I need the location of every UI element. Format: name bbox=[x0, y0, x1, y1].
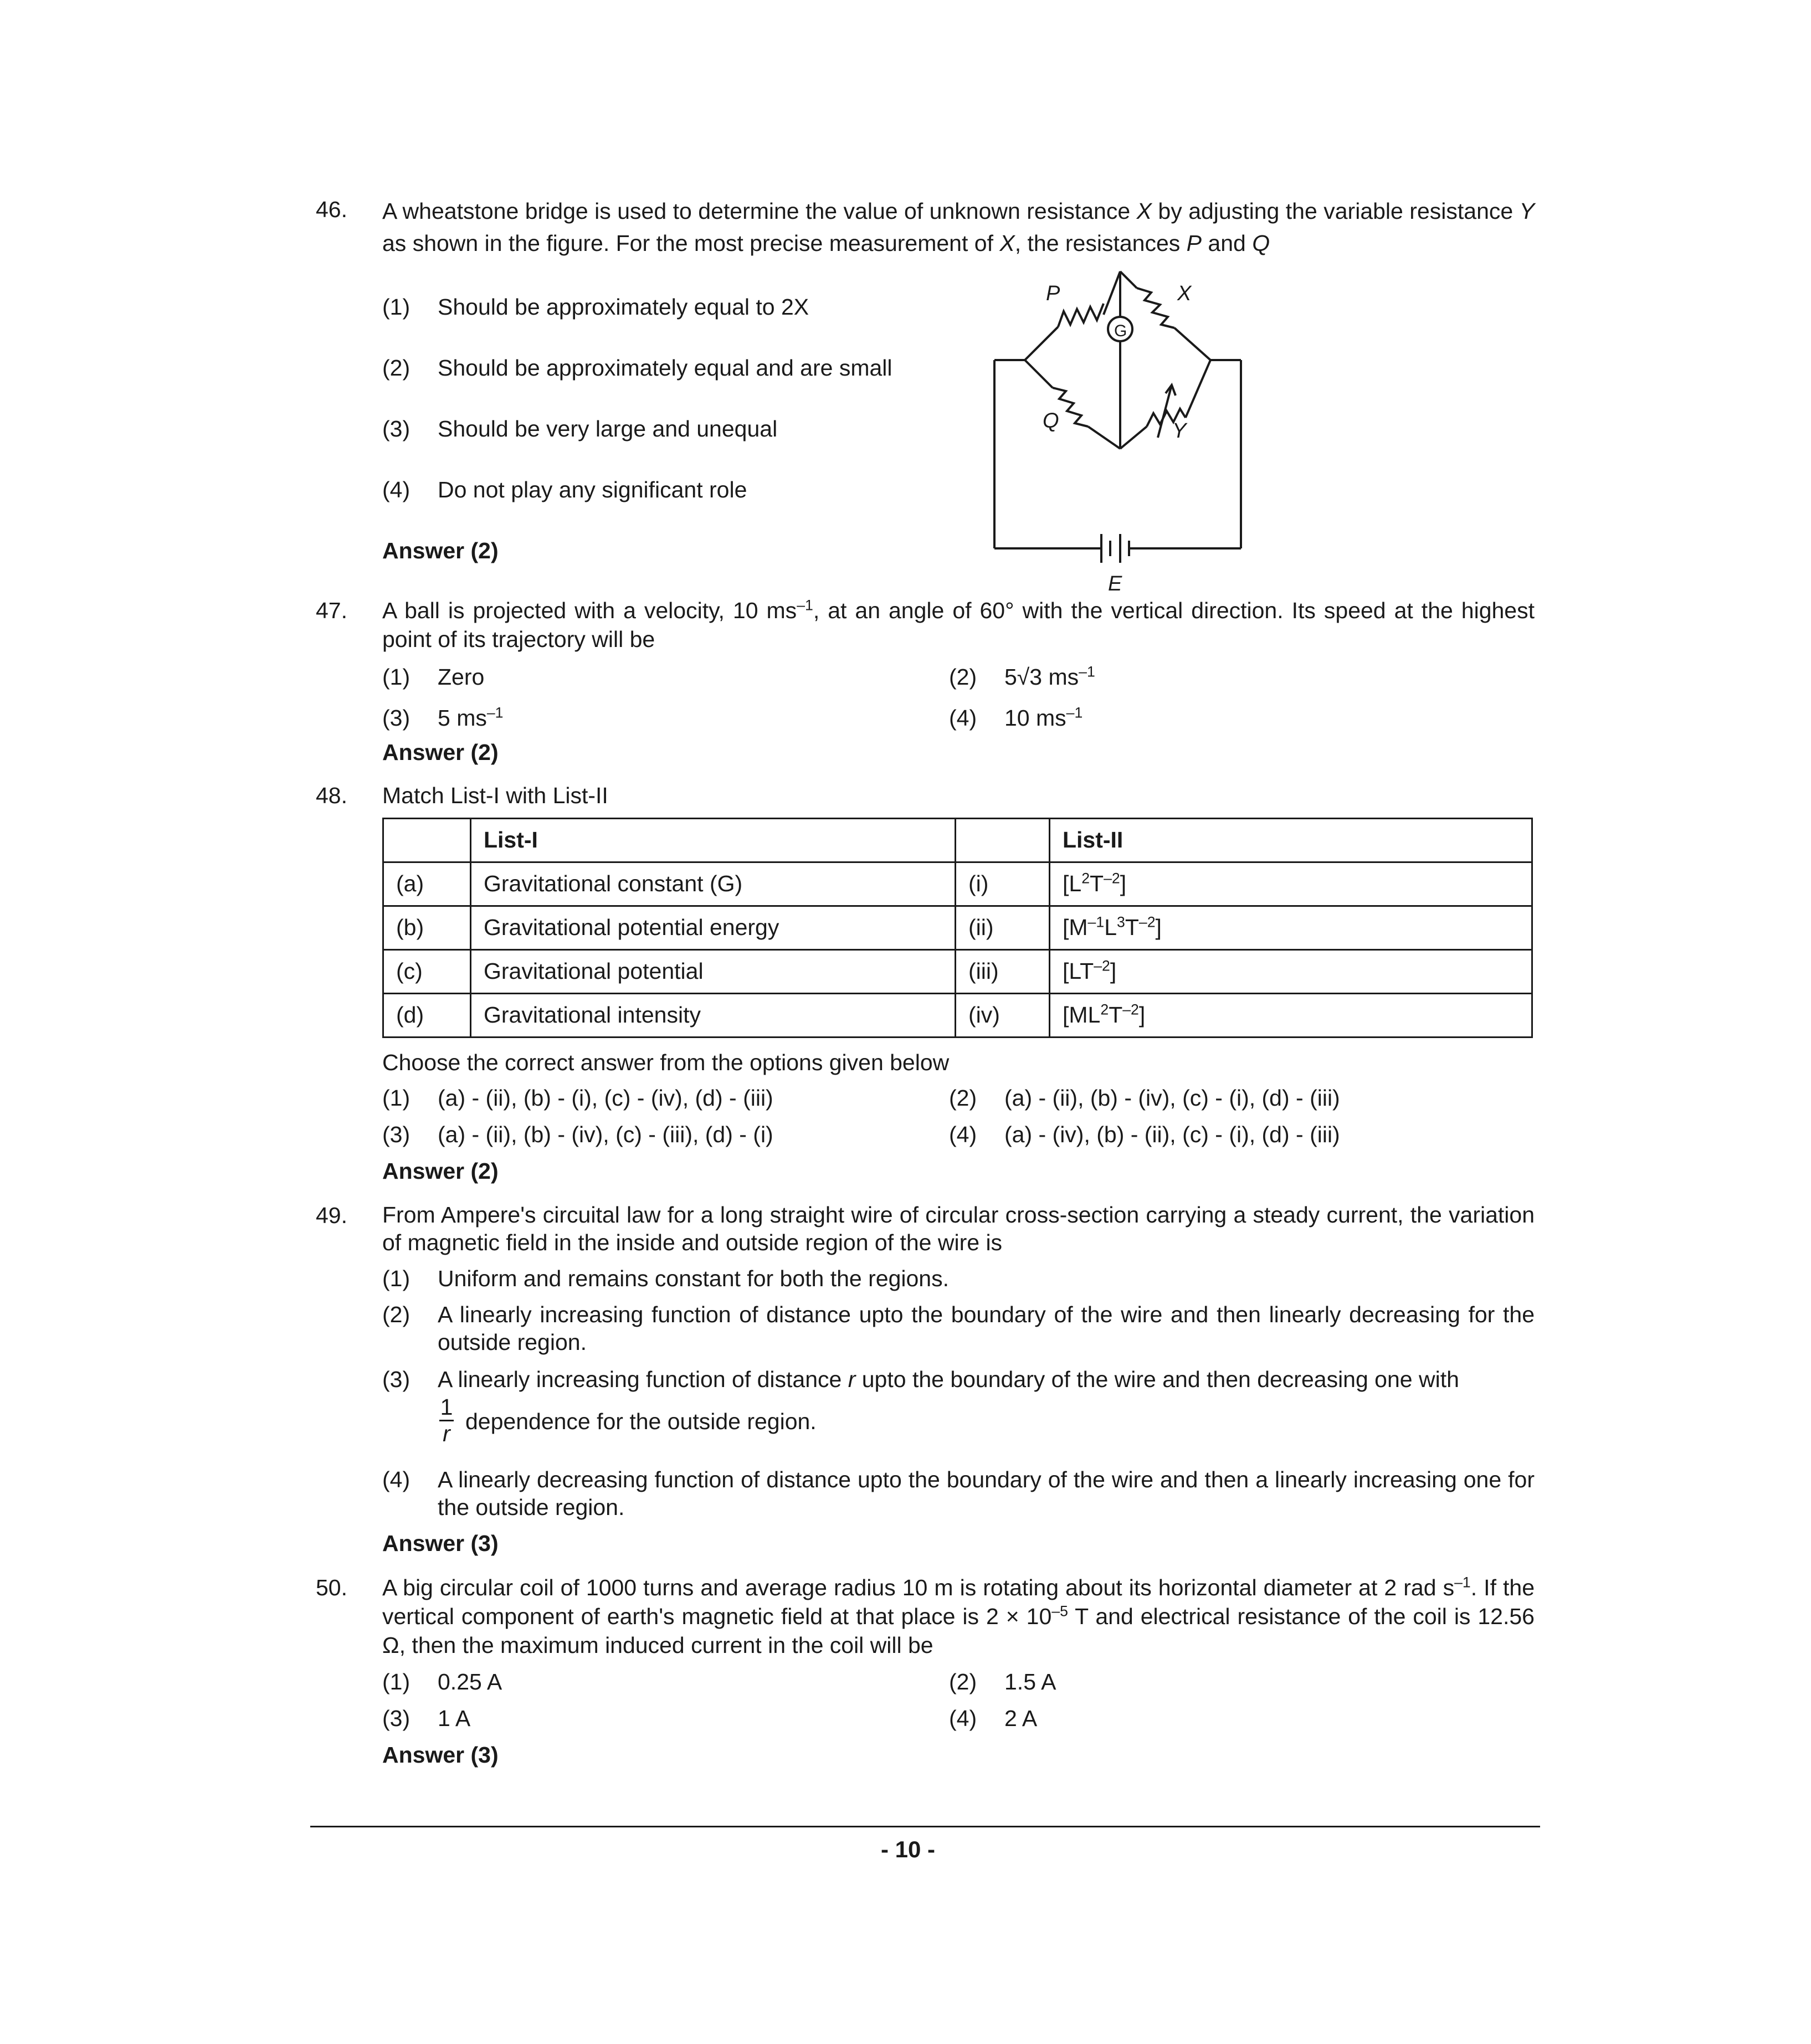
q49-stem: From Ampere's circuital law for a long straight wire of circular cross-section carrying a steady current, the variation of magnetic field in the inside and outside region of the wire is bbox=[382, 1202, 1535, 1255]
q49-fraction-1-over-r: $\frac{1}{r}$ bbox=[440, 1394, 453, 1447]
q48-option-3: (3) (a) - (ii), (b) - (iv), (c) - (iii), (d) - (i) bbox=[382, 1122, 773, 1147]
q47-number: 47. bbox=[316, 598, 347, 623]
table-row: (a) Gravitational constant (G) (i) $[L^2T^{-2}]$ bbox=[383, 862, 1532, 906]
q48-answer: Answer (2) bbox=[382, 1158, 499, 1184]
footer-divider bbox=[310, 1826, 1540, 1827]
q47-stem: A ball is projected with a velocity, 10 $ms^{-1}$, at an angle of 60° with the vertical direction. Its speed at the highest point of its trajectory will be bbox=[382, 597, 1535, 652]
q47-option-3: (3) 5 $ms^{-1}$ bbox=[382, 704, 504, 731]
q46-option-4: (4) Do not play any significant role bbox=[382, 477, 747, 502]
table-row: (b) Gravitational potential energy (ii) $[M^{-1}L^3T^{-2}]$ bbox=[383, 906, 1532, 950]
match-table bbox=[382, 818, 1533, 1038]
q48-number: 48. bbox=[316, 783, 347, 808]
q50-option-2: (2) 1.5 A bbox=[949, 1669, 1056, 1694]
q49-number: 49. bbox=[316, 1203, 347, 1228]
q46-answer: Answer (2) bbox=[382, 538, 499, 563]
q47-option-2: (2) 5√3 $ms^{-1}$ bbox=[949, 663, 1095, 690]
q47-option-4: (4) 10 $ms^{-1}$ bbox=[949, 704, 1083, 731]
wheatstone-bridge-diagram bbox=[992, 260, 1246, 604]
label-e: E bbox=[1108, 572, 1122, 595]
table-row: (c) Gravitational potential (iii) $[LT^{-2}]$ bbox=[383, 950, 1532, 994]
q50-stem: A big circular coil of 1000 turns and average radius 10 m is rotating about its horizontal diameter at 2 rad $s^{-1}$. If the vertical component of earth's magnetic field at that place is $2 \times 10^{-5}$ T and electrical resistance of the coil is 12.56 Ω, then the maximum induced current in the coil will be bbox=[382, 1574, 1535, 1658]
q50-option-4: (4) 2 A bbox=[949, 1706, 1038, 1731]
q50-number: 50. bbox=[316, 1575, 347, 1600]
q50-answer: Answer (3) bbox=[382, 1742, 499, 1768]
q48-stem: Match List-I with List-II bbox=[382, 783, 608, 808]
label-q: Q bbox=[1043, 409, 1059, 433]
q50-option-1: (1) 0.25 A bbox=[382, 1669, 502, 1694]
q48-option-1: (1) (a) - (ii), (b) - (i), (c) - (iv), (d) - (iii) bbox=[382, 1085, 773, 1111]
q48-option-2: (2) (a) - (ii), (b) - (iv), (c) - (i), (d) - (iii) bbox=[949, 1085, 1340, 1111]
q49-option-3-cont: dependence for the outside region. bbox=[465, 1409, 817, 1434]
q49-option-2: (2) A linearly increasing function of distance upto the boundary of the wire and then linearly decreasing for the outside region. bbox=[382, 1302, 1535, 1355]
label-g: G bbox=[1114, 322, 1127, 340]
table-header bbox=[383, 819, 1532, 862]
page-number: - 10 - bbox=[881, 1836, 936, 1862]
q49-option-3: (3) A linearly increasing function of distance r upto the boundary of the wire and then decreasing one with bbox=[382, 1367, 1459, 1392]
q46-option-1: (1) Should be approximately equal to 2X bbox=[382, 294, 809, 320]
q47-answer: Answer (2) bbox=[382, 739, 499, 765]
q49-option-4: (4) A linearly decreasing function of distance upto the boundary of the wire and then a linearly increasing one for the outside region. bbox=[382, 1467, 1535, 1520]
table-row: (d) Gravitational intensity (iv) $[ML^2T^{-2}]$ bbox=[383, 994, 1532, 1038]
q48-option-4: (4) (a) - (iv), (b) - (ii), (c) - (i), (d) - (iii) bbox=[949, 1122, 1340, 1147]
label-y: Y bbox=[1172, 419, 1187, 443]
list2-header: List-II bbox=[1050, 819, 1532, 862]
q46-stem: A wheatstone bridge is used to determine the value of unknown resistance X by adjusting the variable resistance Y as shown in the figure. For the most precise measurement of X, the resistances P and Q bbox=[382, 198, 1535, 256]
q49-answer: Answer (3) bbox=[382, 1531, 499, 1556]
q47-option-1: (1) Zero bbox=[382, 664, 485, 690]
q46-option-3: (3) Should be very large and unequal bbox=[382, 416, 778, 441]
q46-option-2: (2) Should be approximately equal and are small bbox=[382, 355, 892, 381]
q46-number: 46. bbox=[316, 197, 347, 222]
label-x: X bbox=[1177, 282, 1192, 305]
q50-option-3: (3) 1 A bbox=[382, 1706, 471, 1731]
list1-header: List-I bbox=[471, 819, 956, 862]
q48-choose: Choose the correct answer from the options given below bbox=[382, 1050, 950, 1075]
label-p: P bbox=[1046, 282, 1060, 305]
q49-option-1: (1) Uniform and remains constant for both the regions. bbox=[382, 1266, 949, 1291]
